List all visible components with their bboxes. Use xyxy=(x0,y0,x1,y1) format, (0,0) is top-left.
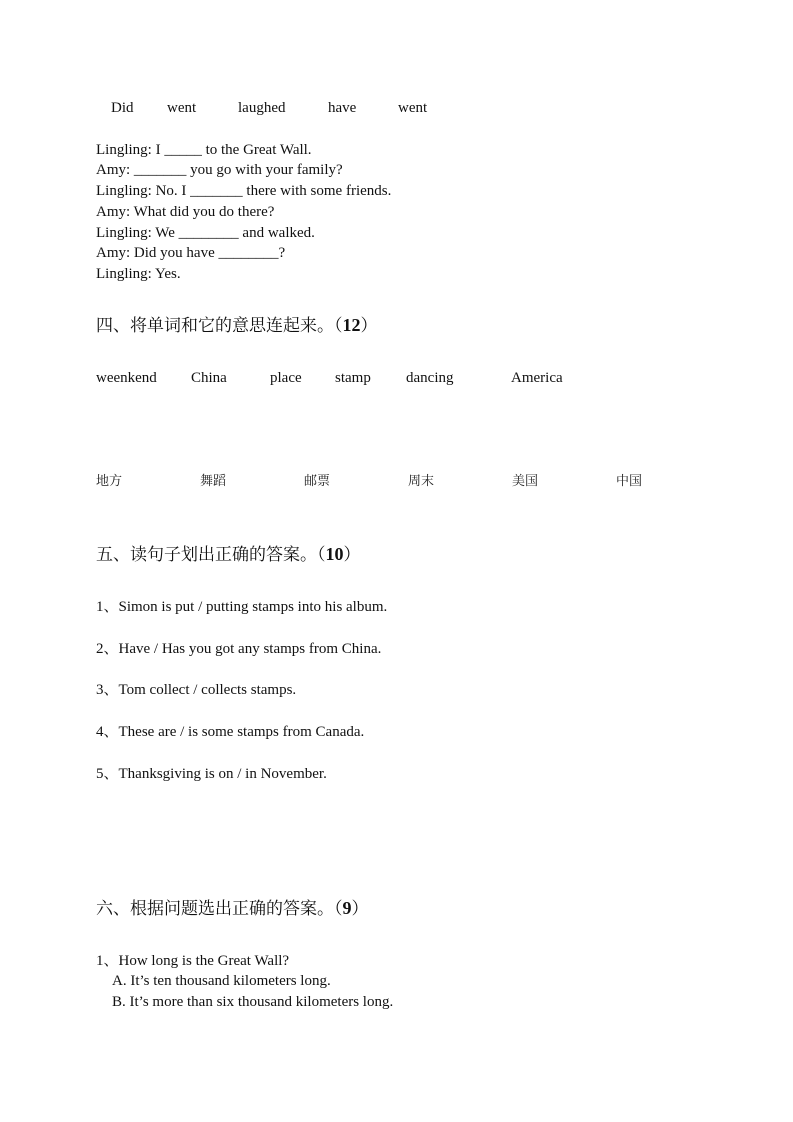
dialogue-line: Lingling: We ________ and walked. xyxy=(96,225,315,241)
word-bank-item: laughed xyxy=(238,100,286,116)
chinese-word: 邮票 xyxy=(304,474,331,489)
choice-sentence: 5、Thanksgiving is on / in November. xyxy=(96,766,327,782)
english-word: place xyxy=(270,370,302,386)
section-6-title: 六、根据问题选出正确的答案。（ xyxy=(96,899,343,919)
dialogue-line: Amy: What did you do there? xyxy=(96,204,275,220)
section-5-score: 10 xyxy=(325,544,344,564)
chinese-word: 周末 xyxy=(408,474,435,489)
section-5-heading xyxy=(96,542,361,567)
english-word: dancing xyxy=(406,370,454,386)
english-word: America xyxy=(511,370,563,386)
section-4-close: ） xyxy=(360,316,378,336)
english-word: weenkend xyxy=(96,370,157,386)
choice-sentence: 1、Simon is put / putting stamps into his album. xyxy=(96,599,388,615)
dialogue-line: Amy: _______ you go with your family? xyxy=(96,162,343,178)
dialogue-line: Amy: Did you have ________? xyxy=(96,245,286,261)
question: 1、How long is the Great Wall? xyxy=(96,953,290,969)
section-4-title: 四、将单词和它的意思连起来。（ xyxy=(96,316,343,336)
choice-sentence: 3、Tom collect / collects stamps. xyxy=(96,682,297,698)
section-5-title: 五、读句子划出正确的答案。（ xyxy=(96,545,326,565)
section-6-close: ） xyxy=(351,899,369,919)
dialogue-line: Lingling: No. I _______ there with some friends. xyxy=(96,183,392,199)
section-6-score: 9 xyxy=(342,898,352,918)
chinese-word: 地方 xyxy=(96,474,123,489)
section-4-heading xyxy=(96,313,378,338)
word-bank-item: have xyxy=(328,100,357,116)
answer-option: A. It’s ten thousand kilometers long. xyxy=(112,973,331,989)
section-4-score: 12 xyxy=(342,315,361,335)
choice-sentence: 4、These are / is some stamps from Canada. xyxy=(96,724,365,740)
chinese-word: 中国 xyxy=(616,474,643,489)
word-bank-item: went xyxy=(167,100,197,116)
section-5-close: ） xyxy=(343,545,361,565)
word-bank-item: went xyxy=(398,100,428,116)
dialogue-line: Lingling: Yes. xyxy=(96,266,181,282)
english-word: stamp xyxy=(335,370,371,386)
word-bank-item: Did xyxy=(111,100,134,116)
answer-option: B. It’s more than six thousand kilometers long. xyxy=(112,994,394,1010)
chinese-word: 舞蹈 xyxy=(200,474,227,489)
section-6-heading xyxy=(96,896,369,921)
chinese-word: 美国 xyxy=(512,474,539,489)
choice-sentence: 2、Have / Has you got any stamps from China. xyxy=(96,641,382,657)
dialogue-line: Lingling: I _____ to the Great Wall. xyxy=(96,142,312,158)
english-word: China xyxy=(191,370,227,386)
